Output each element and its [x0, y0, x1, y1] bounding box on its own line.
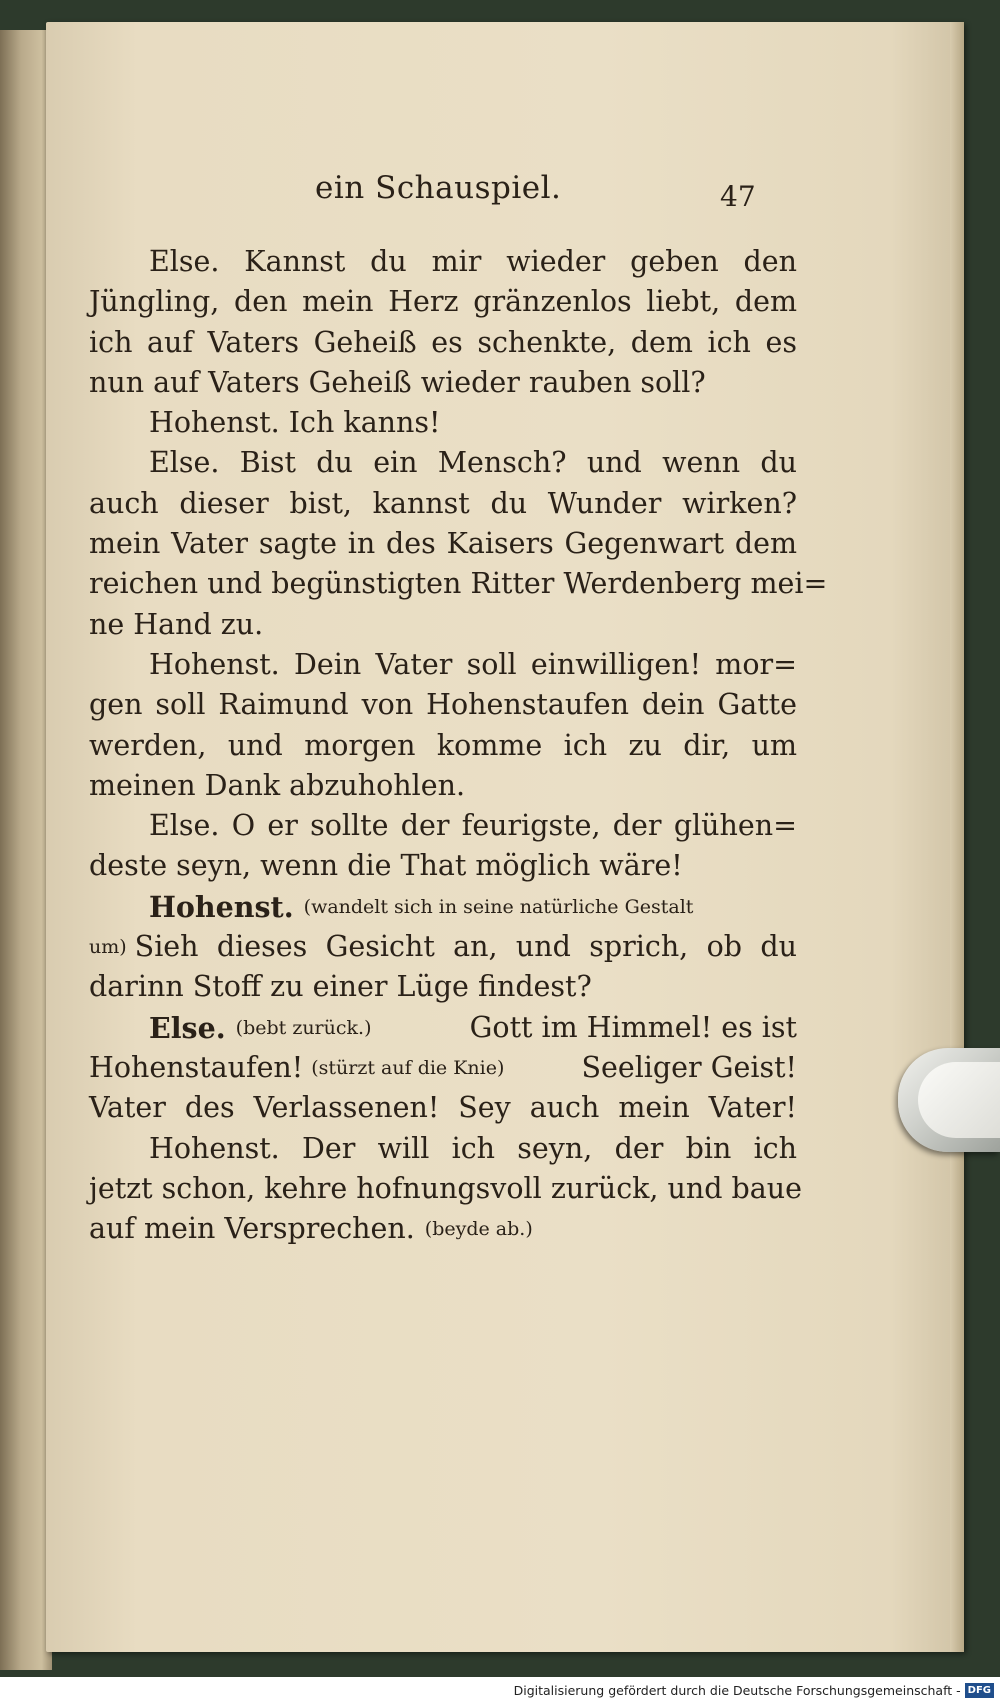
line-text: Vater des Verlassenen! Sey auch mein Vater! [89, 1091, 797, 1125]
line-text: ne Hand zu. [89, 607, 264, 641]
line-text: jetzt schon, kehre hofnungsvoll zurück, und baue [89, 1171, 803, 1205]
line-text: Hohenstaufen! [89, 1050, 304, 1084]
text-line-25 [89, 1209, 797, 1249]
text-line-22 [89, 1088, 797, 1128]
text-line-15 [89, 806, 797, 846]
line-text: Jüngling, den mein Herz gränzenlos liebt, dem [89, 285, 797, 319]
line-text: Sieh dieses Gesicht an, und sprich, ob du [134, 930, 797, 964]
stage-direction: (bebt zurück.) [235, 1016, 372, 1039]
text-line-13 [89, 726, 797, 766]
stage-direction: (wandelt sich in seine natürliche Gestalt [303, 895, 694, 918]
line-text: mein Vater sagte in des Kaisers Gegenwart dem [89, 527, 797, 561]
text-line-21 [89, 1048, 797, 1088]
footer-credit: Digitalisierung gefördert durch die Deutsche Forschungsgemeinschaft - [513, 1682, 961, 1698]
text-block [89, 242, 828, 1249]
line-text: darinn Stoff zu einer Lüge findest? [89, 970, 592, 1004]
left-page-edge [0, 30, 52, 1670]
page-number: 47 [720, 180, 756, 213]
footer-bar [0, 1677, 1000, 1703]
line-text: Else. Kannst du mir wieder geben den [149, 245, 797, 278]
text-line-3 [89, 323, 797, 363]
text-line-4 [89, 363, 797, 403]
line-text: Hohenst. Der will ich seyn, der bin ich [149, 1131, 797, 1165]
page-clip [898, 1048, 1000, 1152]
line-text: Seeliger Geist! [581, 1050, 797, 1084]
text-line-5 [89, 403, 797, 443]
line-text: deste seyn, wenn die That möglich wäre! [89, 849, 683, 883]
line-text: auf mein Versprechen. [89, 1212, 415, 1246]
text-line-23 [89, 1129, 797, 1169]
text-line-7 [89, 484, 797, 524]
text-line-17 [89, 887, 797, 927]
line-text: Else. Bist du ein Mensch? und wenn du [149, 446, 797, 480]
speaker-label: Else. [149, 1010, 226, 1045]
line-text: reichen und begünstigten Ritter Werdenberg mei= [89, 567, 828, 601]
line-text: Hohenst. Ich kanns! [149, 406, 441, 440]
text-line-19 [89, 967, 797, 1007]
text-line-9 [89, 564, 828, 604]
speaker-label: Hohenst. [149, 889, 294, 924]
text-line-10 [89, 605, 797, 645]
text-line-18 [89, 927, 797, 967]
dfg-logo: DFG [965, 1683, 994, 1698]
line-text: gen soll Raimund von Hohenstaufen dein Gatte [89, 688, 797, 722]
text-line-11 [89, 645, 797, 685]
line-text: auch dieser bist, kannst du Wunder wirken? [89, 486, 797, 520]
running-head: ein Schauspiel. [315, 170, 562, 206]
line-text: ich auf Vaters Geheiß es schenkte, dem ich es [89, 325, 797, 359]
text-line-24 [89, 1169, 803, 1209]
stage-direction: (beyde ab.) [424, 1218, 533, 1241]
page-edge [950, 22, 964, 1652]
text-line-14 [89, 766, 797, 806]
stage-direction: (stürzt auf die Knie) [311, 1056, 505, 1079]
line-text: Hohenst. Dein Vater soll einwilligen! mor= [149, 647, 797, 681]
text-line-12 [89, 685, 797, 725]
text-line-1 [89, 242, 797, 282]
text-line-2 [89, 282, 797, 322]
line-text: meinen Dank abzuhohlen. [89, 768, 466, 802]
text-line-16 [89, 846, 797, 886]
line-text: Gott im Himmel! es ist [469, 1010, 797, 1044]
clip-highlight [918, 1062, 1000, 1138]
text-line-8 [89, 524, 797, 564]
text-line-6 [89, 443, 797, 483]
line-text: werden, und morgen komme ich zu dir, um [89, 728, 797, 762]
line-text: Else. O er sollte der feurigste, der glühen= [149, 809, 797, 843]
text-line-20 [89, 1008, 797, 1048]
line-text: nun auf Vaters Geheiß wieder rauben soll? [89, 365, 706, 399]
stage-direction: um) [89, 936, 127, 959]
